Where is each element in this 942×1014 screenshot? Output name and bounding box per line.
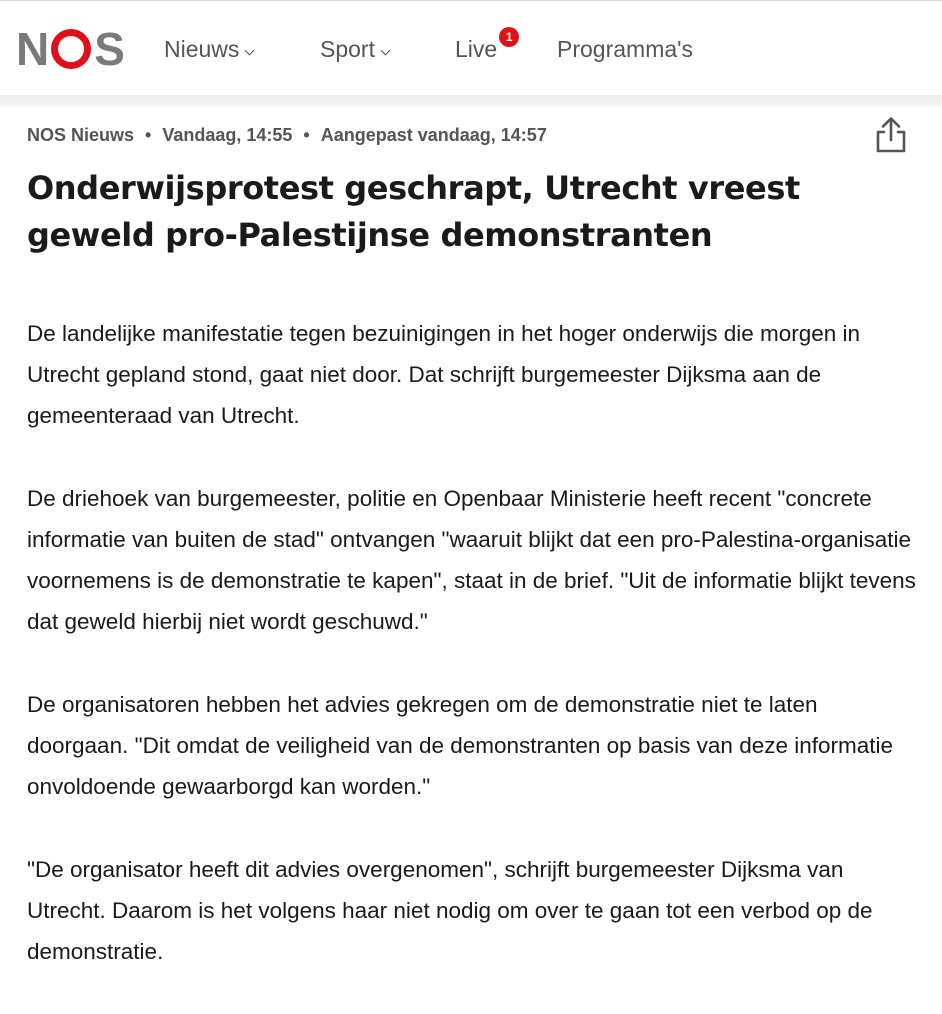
article-paragraph: De landelijke manifestatie tegen bezuinigingen in het hoger onderwijs die morgen in Utrecht gepland stond, gaat niet door. Dat schrijft burgemeester Dijksma aan de gemeenteraad van Utrecht. (27, 321, 861, 428)
article-source[interactable]: NOS Nieuws (27, 124, 135, 145)
nos-logo[interactable] (16, 23, 124, 75)
article-updated-time: Aangepast vandaag, 14:57 (320, 124, 547, 145)
chevron-down-icon (245, 45, 255, 55)
share-button[interactable] (873, 115, 909, 155)
logo-red-circle (51, 29, 91, 69)
article-meta (27, 123, 547, 147)
meta-separator: • (303, 124, 310, 145)
article-paragraph: "De organisator heeft dit advies overgenomen", schrijft burgemeester Dijksma van Utrecht. Daarom is het volgens haar niet nodig om over te gaan tot een verbod op de demonstratie. (27, 857, 873, 964)
article-published-time: Vandaag, 14:55 (162, 124, 293, 145)
header-divider (0, 95, 942, 107)
nav-item-label: Nieuws (164, 35, 240, 62)
article-headline: Onderwijsprotest geschrapt, Utrecht vreest geweld pro-Palestijnse demonstranten (27, 169, 800, 254)
logo-letter-n: N (16, 23, 49, 75)
article-paragraph: De organisatoren hebben het advies gekregen om de demonstratie niet te laten doorgaan. "Dit omdat de veiligheid van de demonstranten op basis van deze informatie onvoldoende gewaarborgd kan worden." (27, 692, 894, 799)
nav-item-label: Programma's (557, 35, 694, 62)
article-paragraph: De driehoek van burgemeester, politie en Openbaar Ministerie heeft recent "concrete informatie van buiten de stad" ontvangen "waaruit blijkt dat een pro-Palestina-organisatie voornemens is de demonstratie te kapen", staat in de brief. "Uit de informatie blijkt tevens dat geweld hierbij niet wordt geschuwd." (27, 486, 916, 634)
article-body (27, 313, 917, 1014)
nav-item-sport[interactable] (320, 31, 389, 67)
nav-item-programmas[interactable] (557, 31, 693, 67)
nav-item-nieuws[interactable] (164, 31, 253, 67)
article (0, 107, 942, 972)
live-count-badge: 1 (499, 27, 519, 47)
nav-item-label: Live (455, 35, 498, 62)
top-navigation-bar (0, 0, 942, 95)
share-icon (873, 115, 909, 155)
nav-item-label: Sport (320, 35, 375, 62)
logo-letter-s: S (94, 23, 124, 75)
nav-item-live[interactable] (455, 30, 513, 67)
meta-separator: • (145, 124, 152, 145)
chevron-down-icon (381, 45, 391, 55)
